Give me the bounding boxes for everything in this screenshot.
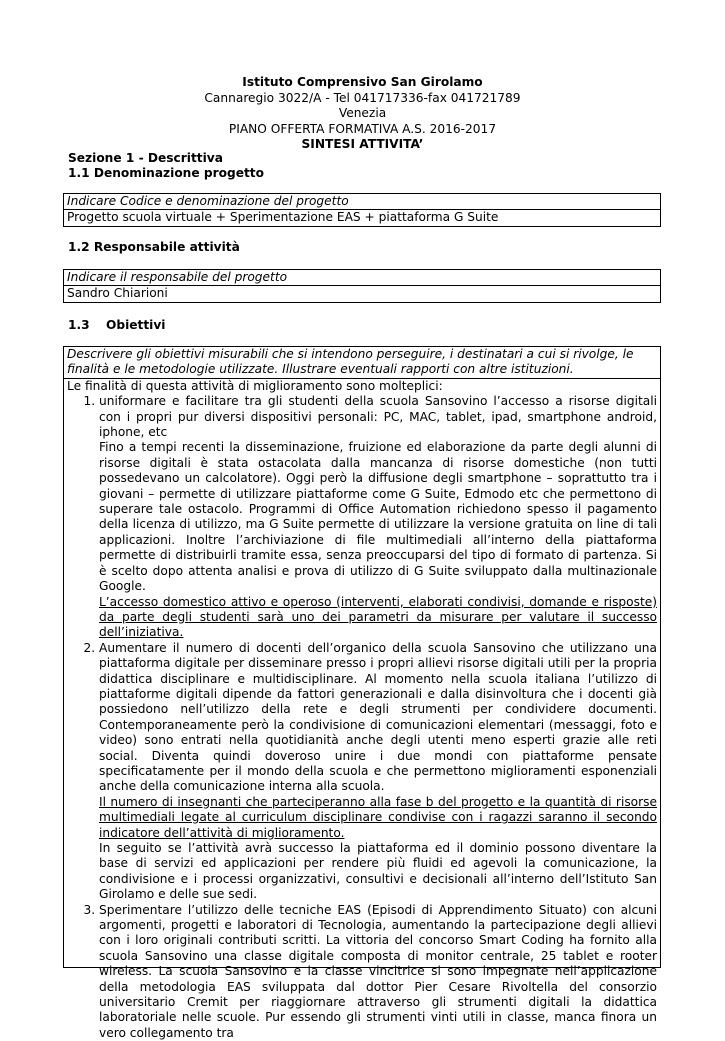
section-1-title: Sezione 1 - Descrittiva — [68, 151, 223, 165]
project-name-box — [63, 193, 661, 227]
objective-2-followup: In seguito se l’attività avrà successo la piattaforma ed il dominio possono diventare la base di servizi ed applicazioni per rendere più fluidi ed agevoli la comunicazione, la condivisione e i processi organizzativi, consultivi e decisionali all’interno dell’Istituto San Girolamo e delle sue sedi. — [99, 841, 657, 902]
summary-title: SINTESI ATTIVITA’ — [301, 137, 424, 152]
project-name-value: Progetto scuola virtuale + Sperimentazione EAS + piattaforma G Suite — [64, 209, 660, 225]
objectives-prompt: Descrivere gli obiettivi misurabili che si intendono perseguire, i destinatari a cui si rivolge, le finalità e le metodologie utilizzate. Illustrare eventuali rapporti con altre istituzioni. — [64, 347, 660, 379]
objective-1-indicator: L’accesso domestico attivo e operoso (interventi, elaborati condivisi, domande e risposte) da parte degli studenti sarà uno dei parametri da misurare per valutare il successo dell’iniziativa. — [99, 594, 657, 640]
section-1-1-title: 1.1 Denominazione progetto — [68, 166, 264, 180]
section-1-2-title: 1.2 Responsabile attività — [68, 240, 240, 254]
responsible-prompt: Indicare il responsabile del progetto — [67, 270, 288, 284]
objective-1-detail: Fino a tempi recenti la disseminazione, fruizione ed elaborazione da parte degli alunni di risorse digitali è stata ostacolata dalla mancanza di risorse domestiche (non tutti possedevano un calcolatore). Oggi però la diffusione degli smartphone – soprattutto tra i giovani – permette di utilizzare piattaforme come G Suite, Edmodo etc che permettono di superare tale ostacolo. Programmi di Office Automation richiedono spesso il pagamento della licenza di utilizzo, ma G Suite permette di utilizzare la versione gratuita on line di tali applicazioni. Inoltre l’archiviazione di file multimediali all’interno della piattaforma permette di distribuirli tramite essa, senza preoccuparsi del tipo di formato di partenza. Si è scelto dopo attenta analisi e prova di utilizzo di G Suite sviluppato dalla multinazionale Google. — [99, 440, 657, 594]
objectives-intro: Le finalità di questa attività di miglioramento sono molteplici: — [67, 378, 443, 393]
objective-3-text: 3. Sperimentare l’utilizzo delle tecniche EAS (Episodi di Apprendimento Situato) con alcuni argomenti, progetti e laboratori di Tecnologia, aumentando la partecipazione degli allievi con i loro originali contributi scritti. La vittoria del concorso Smart Coding ha fornito alla scuola Sansovino una classe digitale composta di monitor centrale, 25 tablet e rooter wireless. La scuola Sansovino e la classe vincitrice si sono impegnate nell’applicazione della metodologia EAS sviluppata dal dottor Pier Cesare Rivoltella del consorzio universitario Cremit per riaggiornare attraverso gli strumenti digitali la didattica laboratoriale nelle scuole. Pur essendo gli strumenti vinti utili in classe, manca finora un vero collegamento tra — [99, 902, 657, 1040]
school-address: Cannaregio 3022/A - Tel 041717336-fax 041721789 — [204, 90, 521, 105]
objective-1-text: 1. uniformare e facilitare tra gli studenti della scuola Sansovino l’accesso a risorse digitali con i propri pur diversi dispositivi personali: PC, MAC, tablet, ipad, smartphone android, iphone, etc — [99, 394, 657, 440]
plan-title: PIANO OFFERTA FORMATIVA A.S. 2016-2017 — [228, 121, 497, 136]
responsible-box — [63, 269, 661, 303]
objectives-box — [63, 346, 661, 1040]
section-1-3-number: 1.3 — [68, 318, 90, 332]
school-city: Venezia — [338, 106, 387, 121]
objective-item-1 — [99, 394, 657, 641]
section-1-3-title: Obiettivi — [106, 318, 166, 332]
responsible-value: Sandro Chiarioni — [64, 285, 660, 301]
project-name-prompt: Indicare Codice e denominazione del progetto — [67, 194, 349, 208]
objective-2-text: 2. Aumentare il numero di docenti dell’organico della scuola Sansovino che utilizzano una piattaforma digitale per disseminare presso i propri allievi risorse digitali utili per la propria didattica disciplinare e multidisciplinare. Al momento nella scuola italiana l’utilizzo di piattaforme digitali dipende da fattori generazionali e dalla disinvoltura che i docenti già possiedono nell’utilizzo della rete e degli strumenti per condividere documenti. Contemporaneamente però la condivisione di comunicazioni elementari (messaggi, foto e video) sono entrati nella quotidianità anche degli utenti meno esperti grazie alle reti social. Diventa quindi doveroso unire i due mondi con piattaforme pensate specificatamente per il mondo della scuola e che permettono miglioramenti esponenziali anche della comunicazione interna alla scuola. — [99, 640, 657, 794]
objective-2-indicator: Il numero di insegnanti che parteciperanno alla fase b del progetto e la quantità di risorse multimediali legate al curriculum disciplinare condivise con i ragazzi saranno il secondo indicatore dell’attività di miglioramento. — [99, 794, 657, 840]
objectives-list — [67, 394, 657, 1041]
school-name: Istituto Comprensivo San Girolamo — [242, 75, 483, 89]
objectives-body — [64, 379, 660, 1041]
objective-item-2 — [99, 641, 657, 903]
objective-item-3 — [99, 903, 657, 1041]
document-header — [60, 75, 665, 153]
